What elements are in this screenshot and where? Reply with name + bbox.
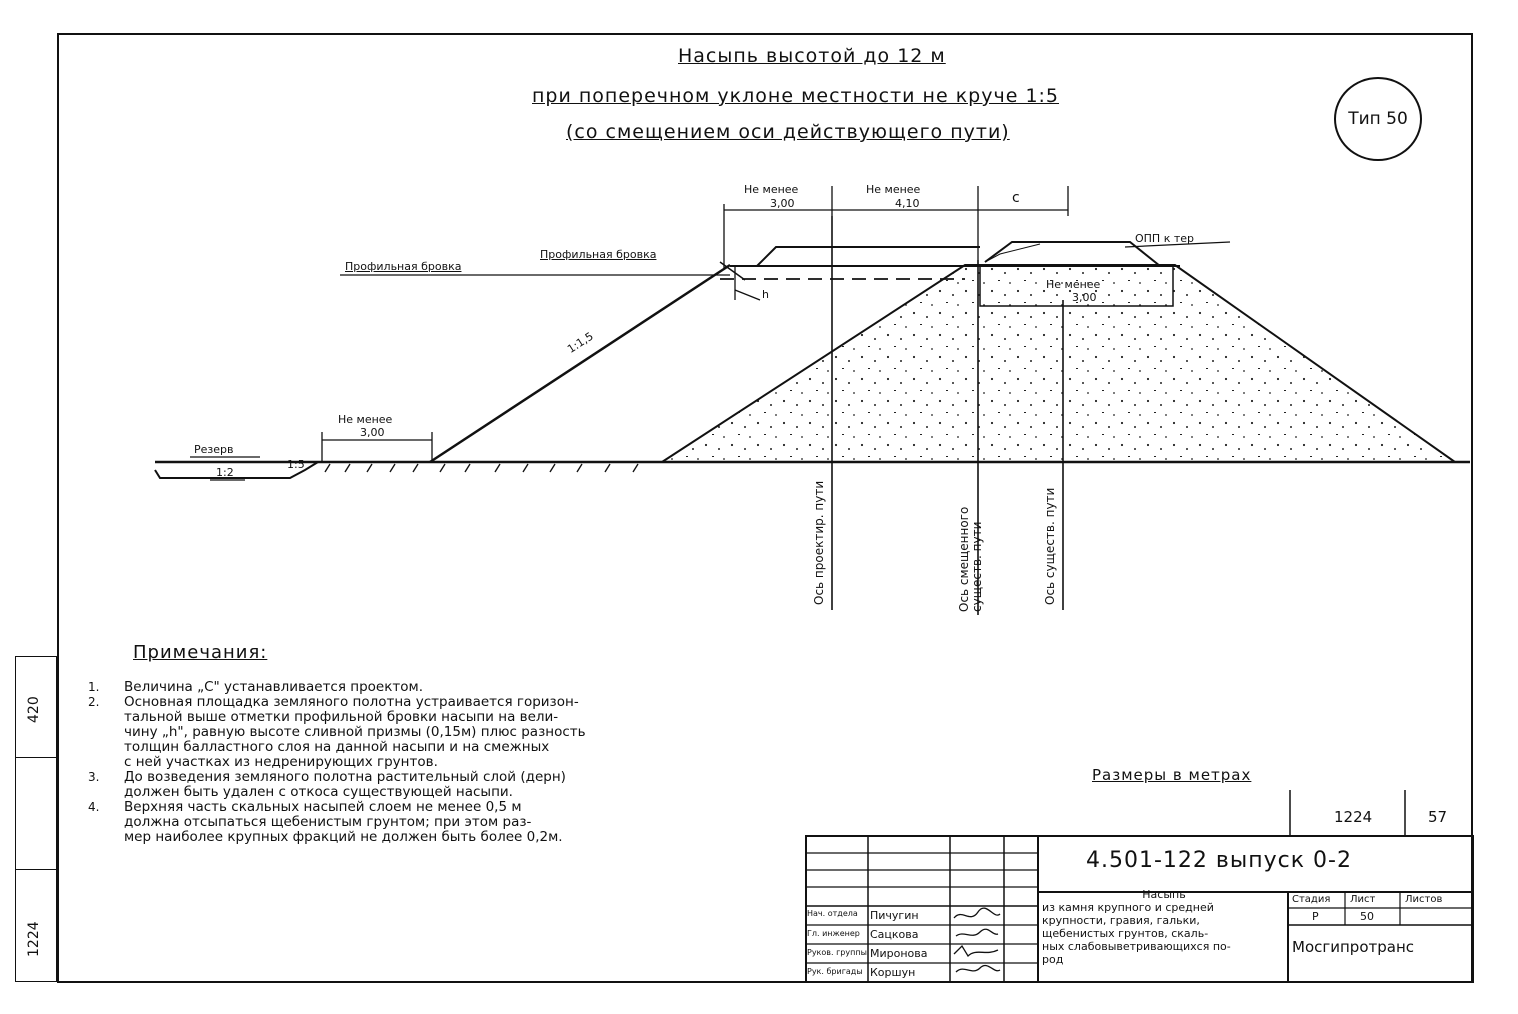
type-stamp-label: Тип 50 <box>1348 109 1408 129</box>
notes-heading: Примечания: <box>133 642 268 663</box>
dim-c-label: с <box>1012 190 1020 206</box>
title-line-1: Насыпь высотой до 12 м <box>678 45 946 67</box>
side-stamp-top: 420 <box>26 696 42 723</box>
page-top: 57 <box>1428 808 1448 826</box>
name-1: Пичугин <box>870 909 919 922</box>
berm-value: 3,00 <box>360 426 385 439</box>
title-line-2: при поперечном уклоне местности не круче 1:5 <box>532 85 1060 107</box>
berm-label: Не менее <box>338 413 393 426</box>
reserve-mark: 1:2 <box>216 466 234 479</box>
role-1: Нач. отдела <box>807 909 858 918</box>
name-3: Миронова <box>870 947 928 960</box>
dim-top-left-value: 3,00 <box>770 197 795 210</box>
axis-shifted-label: Ось смещенного существ. пути <box>957 506 984 612</box>
signature-2 <box>956 929 998 936</box>
reserve-label: Резерв <box>194 443 234 456</box>
dim-top-left-label: Не менее <box>744 183 799 196</box>
signature-3 <box>954 946 998 956</box>
col-sheets: Листов <box>1405 894 1443 905</box>
note-item: 1. Величина „С" устанавливается проектом. <box>88 679 423 695</box>
dim-top-mid-value: 4,10 <box>895 197 920 210</box>
description-block: Насыпь из камня крупного и средней крупности, гравия, гальки, щебенистых грунтов, скаль- ных слабовыветривающихся по- род <box>1042 888 1231 966</box>
opp-label: ОПП к тер <box>1135 232 1194 245</box>
inner-dim-value: 3,00 <box>1072 291 1097 304</box>
note-item: 4. Верхняя часть скальных насыпей слоем не менее 0,5 м должна отсыпаться щебенистым грунтом; при этом раз- мер наиболее крупных фракций не должен быть более 0,2м. <box>88 799 563 845</box>
small-slope-label: 1:5 <box>287 458 305 471</box>
signature-1 <box>954 908 1000 918</box>
inner-dim-label: Не менее <box>1046 278 1101 291</box>
col-stage: Стадия <box>1292 894 1331 905</box>
note-item: 2. Основная площадка земляного полотна устраивается горизон- тальной выше отметки профильной бровки насыпи на вели- чину „h", равную высоте сливной призмы (0,15м) плюс разность толщин балластного слоя на данной насыпи и на смежных с ней участках из недренирующих грунтов. <box>88 694 586 770</box>
role-4: Рук. бригады <box>807 967 863 976</box>
axis-existing-label: Ось существ. пути <box>1043 487 1057 605</box>
h-label: h <box>762 288 769 301</box>
doc-number: 4.501-122 выпуск 0-2 <box>1086 848 1352 873</box>
name-2: Сацкова <box>870 928 919 941</box>
dimensions-note: Размеры в метрах <box>1092 766 1252 784</box>
axis-design-label: Ось проектир. пути <box>812 480 826 605</box>
code-top: 1224 <box>1334 808 1373 826</box>
role-3: Руков. группы <box>807 948 867 957</box>
profile-edge-left: Профильная бровка <box>345 260 462 273</box>
signature-4 <box>956 965 1000 972</box>
slope-label: 1:1,5 <box>565 329 596 356</box>
name-4: Коршун <box>870 966 916 979</box>
note-item: 3. До возведения земляного полотна растительный слой (дерн) должен быть удален с откоса существующей насыпи. <box>88 769 566 800</box>
side-stamp-bottom: 1224 <box>26 921 42 957</box>
organization: Мосгипротранс <box>1292 938 1415 956</box>
signatures <box>950 906 1004 982</box>
role-2: Гл. инженер <box>807 929 860 938</box>
sheet-value: 50 <box>1360 910 1374 923</box>
stage-value: Р <box>1312 910 1319 923</box>
profile-edge-mid: Профильная бровка <box>540 248 657 261</box>
title-line-3: (со смещением оси действующего пути) <box>566 121 1010 143</box>
dim-top-mid-label: Не менее <box>866 183 921 196</box>
col-sheet: Лист <box>1350 894 1376 905</box>
